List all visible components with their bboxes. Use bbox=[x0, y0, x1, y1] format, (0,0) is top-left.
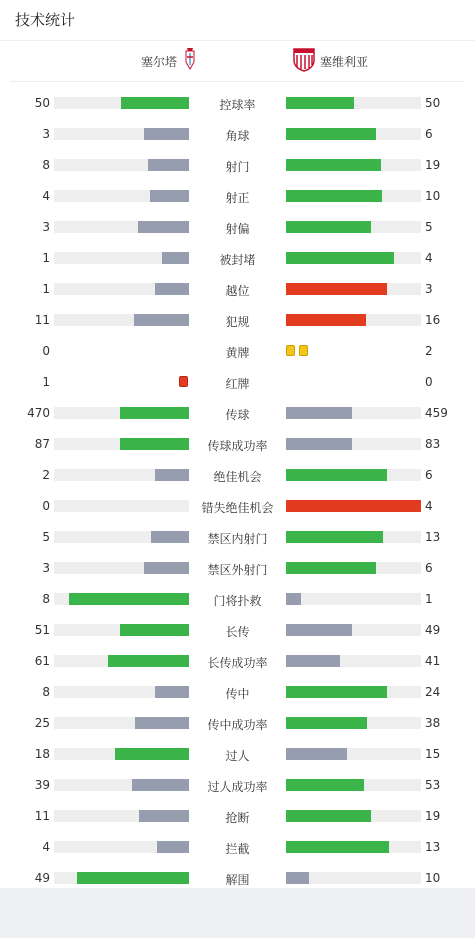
home-value: 4 bbox=[42, 840, 50, 854]
away-bar-track bbox=[286, 469, 421, 481]
home-bar bbox=[155, 469, 189, 481]
stat-label: 控球率 bbox=[219, 98, 256, 112]
stat-row bbox=[0, 150, 475, 181]
home-bar bbox=[139, 810, 189, 822]
away-value: 41 bbox=[425, 654, 441, 668]
home-bar bbox=[150, 190, 189, 202]
home-bar-track bbox=[54, 407, 189, 419]
stat-label: 传球成功率 bbox=[207, 439, 268, 453]
stat-label: 传球 bbox=[225, 408, 250, 422]
away-value: 10 bbox=[425, 871, 441, 885]
home-bar bbox=[148, 159, 189, 171]
away-bar bbox=[286, 841, 389, 853]
stat-row bbox=[0, 708, 475, 739]
away-bar bbox=[286, 252, 394, 264]
away-bar bbox=[286, 655, 340, 667]
home-bar bbox=[155, 283, 189, 295]
away-bar bbox=[286, 283, 387, 295]
away-bar bbox=[286, 407, 352, 419]
away-bar bbox=[286, 872, 309, 884]
stat-row bbox=[0, 305, 475, 336]
away-value: 19 bbox=[425, 809, 441, 823]
home-value: 61 bbox=[34, 654, 50, 668]
home-value: 3 bbox=[42, 220, 50, 234]
home-bar-track bbox=[54, 810, 189, 822]
away-value: 15 bbox=[425, 747, 441, 761]
stat-row bbox=[0, 429, 475, 460]
yellow-card-icon bbox=[286, 345, 295, 356]
away-value: 4 bbox=[425, 499, 433, 513]
away-value: 3 bbox=[425, 282, 433, 296]
stat-label: 拦截 bbox=[225, 842, 250, 856]
home-value: 51 bbox=[34, 623, 50, 637]
away-value: 83 bbox=[425, 437, 441, 451]
home-bar-track bbox=[54, 128, 189, 140]
stat-row bbox=[0, 274, 475, 305]
away-bar-track bbox=[286, 748, 421, 760]
stats-list bbox=[0, 82, 475, 894]
stat-label: 长传 bbox=[225, 625, 250, 639]
away-value: 16 bbox=[425, 313, 441, 327]
away-bar bbox=[286, 562, 376, 574]
stat-label: 禁区外射门 bbox=[207, 563, 268, 577]
stat-row bbox=[0, 491, 475, 522]
stat-label: 被封堵 bbox=[219, 253, 256, 267]
home-bar-track bbox=[54, 314, 189, 326]
home-bar bbox=[132, 779, 189, 791]
home-bar bbox=[135, 717, 189, 729]
away-value: 0 bbox=[425, 375, 433, 389]
away-bar bbox=[286, 438, 352, 450]
stat-row bbox=[0, 181, 475, 212]
away-bar-track bbox=[286, 438, 421, 450]
home-value: 11 bbox=[34, 313, 50, 327]
away-value: 19 bbox=[425, 158, 441, 172]
stat-label: 射门 bbox=[225, 160, 250, 174]
stat-label: 传中成功率 bbox=[207, 718, 268, 732]
home-value: 39 bbox=[34, 778, 50, 792]
home-value: 8 bbox=[42, 592, 50, 606]
home-bar bbox=[151, 531, 189, 543]
stat-label: 禁区内射门 bbox=[207, 532, 268, 546]
home-cards bbox=[177, 376, 189, 387]
away-bar bbox=[286, 593, 301, 605]
home-value: 50 bbox=[34, 96, 50, 110]
home-bar bbox=[155, 686, 189, 698]
stat-row bbox=[0, 615, 475, 646]
stat-row bbox=[0, 677, 475, 708]
home-bar bbox=[77, 872, 189, 884]
home-bar bbox=[121, 97, 189, 109]
home-value: 25 bbox=[34, 716, 50, 730]
away-bar-track bbox=[286, 562, 421, 574]
home-bar bbox=[144, 562, 189, 574]
stat-row bbox=[0, 460, 475, 491]
stat-row bbox=[0, 770, 475, 801]
yellow-card-icon bbox=[299, 345, 308, 356]
away-bar bbox=[286, 190, 382, 202]
away-bar bbox=[286, 97, 354, 109]
stat-label: 错失绝佳机会 bbox=[201, 501, 274, 515]
away-value: 6 bbox=[425, 561, 433, 575]
away-value: 1 bbox=[425, 592, 433, 606]
stat-row bbox=[0, 367, 475, 398]
home-bar-track bbox=[54, 717, 189, 729]
home-bar-track bbox=[54, 252, 189, 264]
home-bar bbox=[120, 624, 189, 636]
home-bar-track bbox=[54, 872, 189, 884]
stat-label: 长传成功率 bbox=[207, 656, 268, 670]
away-bar-track bbox=[286, 624, 421, 636]
home-bar bbox=[157, 841, 189, 853]
home-bar bbox=[162, 252, 189, 264]
away-bar-track bbox=[286, 593, 421, 605]
away-bar bbox=[286, 624, 352, 636]
away-bar-track bbox=[286, 655, 421, 667]
stat-label: 过人成功率 bbox=[207, 780, 268, 794]
away-bar bbox=[286, 748, 347, 760]
away-bar-track bbox=[286, 841, 421, 853]
home-bar-track bbox=[54, 748, 189, 760]
home-value: 470 bbox=[27, 406, 50, 420]
away-value: 38 bbox=[425, 716, 441, 730]
away-bar bbox=[286, 314, 366, 326]
away-value: 5 bbox=[425, 220, 433, 234]
home-bar-track bbox=[54, 190, 189, 202]
home-bar bbox=[138, 221, 189, 233]
away-bar-track bbox=[286, 159, 421, 171]
home-bar bbox=[144, 128, 189, 140]
home-bar bbox=[108, 655, 189, 667]
home-value: 8 bbox=[42, 685, 50, 699]
away-bar-track bbox=[286, 500, 421, 512]
away-bar bbox=[286, 531, 383, 543]
home-bar-track bbox=[54, 841, 189, 853]
home-bar-track bbox=[54, 283, 189, 295]
away-bar bbox=[286, 717, 367, 729]
away-bar-track bbox=[286, 97, 421, 109]
home-value: 3 bbox=[42, 561, 50, 575]
home-bar-track bbox=[54, 531, 189, 543]
away-value: 459 bbox=[425, 406, 448, 420]
away-bar-track bbox=[286, 314, 421, 326]
home-bar-track bbox=[54, 655, 189, 667]
away-bar bbox=[286, 686, 387, 698]
home-bar bbox=[69, 593, 189, 605]
stat-label: 抢断 bbox=[225, 811, 250, 825]
away-value: 50 bbox=[425, 96, 441, 110]
away-bar-track bbox=[286, 531, 421, 543]
home-value: 1 bbox=[42, 282, 50, 296]
stat-row bbox=[0, 863, 475, 894]
away-value: 53 bbox=[425, 778, 441, 792]
away-cards bbox=[286, 345, 312, 356]
away-value: 13 bbox=[425, 840, 441, 854]
home-bar-track bbox=[54, 593, 189, 605]
home-bar bbox=[134, 314, 189, 326]
away-bar-track bbox=[286, 283, 421, 295]
home-value: 18 bbox=[34, 747, 50, 761]
away-bar-track bbox=[286, 717, 421, 729]
away-bar bbox=[286, 221, 371, 233]
stat-row bbox=[0, 88, 475, 119]
stat-label: 射正 bbox=[225, 191, 250, 205]
stat-label: 传中 bbox=[225, 687, 250, 701]
stat-row bbox=[0, 553, 475, 584]
away-bar bbox=[286, 500, 421, 512]
away-bar-track bbox=[286, 252, 421, 264]
home-value: 1 bbox=[42, 251, 50, 265]
away-value: 2 bbox=[425, 344, 433, 358]
away-bar-track bbox=[286, 407, 421, 419]
stat-row bbox=[0, 243, 475, 274]
stat-row bbox=[0, 801, 475, 832]
away-bar bbox=[286, 779, 364, 791]
home-value: 87 bbox=[34, 437, 50, 451]
away-bar bbox=[286, 810, 371, 822]
away-value: 13 bbox=[425, 530, 441, 544]
stat-row bbox=[0, 336, 475, 367]
home-bar-track bbox=[54, 469, 189, 481]
home-value: 2 bbox=[42, 468, 50, 482]
away-bar bbox=[286, 128, 376, 140]
home-bar-track bbox=[54, 500, 189, 512]
home-value: 4 bbox=[42, 189, 50, 203]
home-bar bbox=[115, 748, 189, 760]
home-bar-track bbox=[54, 562, 189, 574]
stat-row bbox=[0, 646, 475, 677]
stat-label: 黄牌 bbox=[225, 346, 250, 360]
stat-row bbox=[0, 119, 475, 150]
home-bar bbox=[120, 407, 189, 419]
celta-crest-icon bbox=[183, 47, 197, 75]
home-value: 49 bbox=[34, 871, 50, 885]
away-bar-track bbox=[286, 128, 421, 140]
home-value: 0 bbox=[42, 499, 50, 513]
away-value: 6 bbox=[425, 127, 433, 141]
home-bar bbox=[120, 438, 189, 450]
away-bar bbox=[286, 159, 381, 171]
home-bar-track bbox=[54, 779, 189, 791]
red-card-icon bbox=[179, 376, 188, 387]
home-bar-track bbox=[54, 438, 189, 450]
home-bar-track bbox=[54, 221, 189, 233]
home-value: 5 bbox=[42, 530, 50, 544]
away-value: 6 bbox=[425, 468, 433, 482]
teams-header bbox=[10, 41, 465, 82]
away-value: 10 bbox=[425, 189, 441, 203]
stat-label: 越位 bbox=[225, 284, 250, 298]
away-value: 49 bbox=[425, 623, 441, 637]
stat-label: 犯规 bbox=[225, 315, 250, 329]
home-bar-track bbox=[54, 686, 189, 698]
stat-label: 角球 bbox=[225, 129, 250, 143]
stat-label: 解围 bbox=[225, 873, 250, 887]
away-bar-track bbox=[286, 779, 421, 791]
home-value: 8 bbox=[42, 158, 50, 172]
stat-row bbox=[0, 398, 475, 429]
stat-row bbox=[0, 212, 475, 243]
away-value: 4 bbox=[425, 251, 433, 265]
stat-label: 门将扑救 bbox=[213, 594, 262, 608]
home-bar-track bbox=[54, 97, 189, 109]
home-value: 1 bbox=[42, 375, 50, 389]
away-bar bbox=[286, 469, 387, 481]
away-value: 24 bbox=[425, 685, 441, 699]
away-bar-track bbox=[286, 190, 421, 202]
home-value: 11 bbox=[34, 809, 50, 823]
stat-label: 射偏 bbox=[225, 222, 250, 236]
sevilla-crest-icon bbox=[292, 46, 316, 76]
away-bar-track bbox=[286, 810, 421, 822]
page-title: 技术统计 bbox=[0, 0, 475, 41]
stat-row bbox=[0, 739, 475, 770]
stat-label: 绝佳机会 bbox=[213, 470, 262, 484]
home-bar-track bbox=[54, 624, 189, 636]
home-value: 3 bbox=[42, 127, 50, 141]
home-team[interactable] bbox=[141, 41, 197, 81]
stat-row bbox=[0, 584, 475, 615]
home-bar-track bbox=[54, 159, 189, 171]
stat-row bbox=[0, 522, 475, 553]
away-bar-track bbox=[286, 686, 421, 698]
stat-label: 红牌 bbox=[225, 377, 250, 391]
home-value: 0 bbox=[42, 344, 50, 358]
away-bar-track bbox=[286, 221, 421, 233]
away-bar-track bbox=[286, 872, 421, 884]
away-team[interactable] bbox=[292, 41, 368, 81]
stat-label: 过人 bbox=[225, 749, 250, 763]
away-team-name: 塞维利亚 bbox=[320, 54, 369, 69]
home-team-name: 塞尔塔 bbox=[140, 54, 177, 69]
stat-row bbox=[0, 832, 475, 863]
